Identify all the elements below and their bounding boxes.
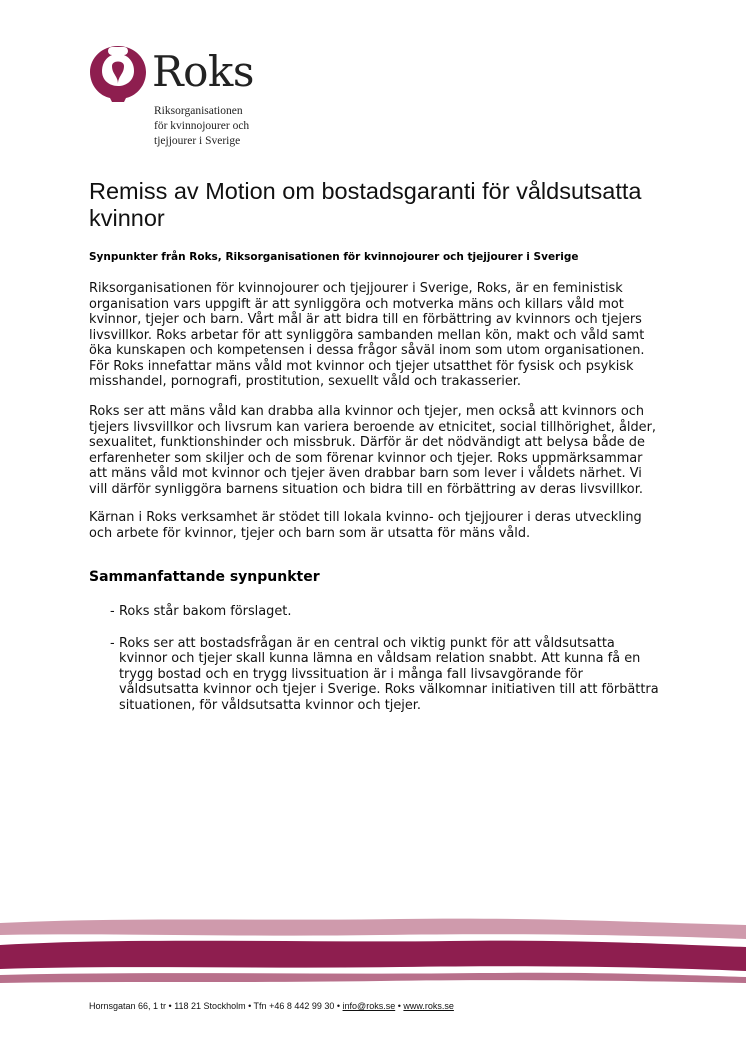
wave-stripe-thin xyxy=(0,973,746,983)
list-item-text: Roks står bakom förslaget. xyxy=(119,604,292,619)
section-heading: Sammanfattande synpunkter xyxy=(89,569,320,585)
list-item xyxy=(89,636,659,714)
email-link[interactable]: info@roks.se xyxy=(342,1001,396,1011)
logo-tagline-line: Riksorganisationen xyxy=(154,105,243,117)
roks-logo xyxy=(88,40,288,150)
body-paragraph: Riksorganisationen för kvinnojourer och tjejjourer i Sverige, Roks, är en feministisk organisation vars uppgift är att synliggöra och motverka mäns och killars våld mot kvinnor, tjejer och barn. Vårt mål är att bidra till en förbättring av kvinnors och tjejers livsvillkor. Roks arbetar för att synliggöra sambanden mellan kön, makt och våld samt öka kunskapen och kompetensen i dessa frågor såväl inom som utom organisationen. För Roks innefattar mäns våld mot kvinnor och tjejer utsatthet för fysisk och psykisk misshandel, pornografi, prostitution, sexuellt våld och trakasserier. xyxy=(89,281,645,389)
list-item xyxy=(89,604,659,620)
document-subheading: Synpunkter från Roks, Riksorganisationen för kvinnojourer och tjejjourer i Sverige xyxy=(89,251,579,263)
footer-address: Hornsgatan 66, 1 tr • 118 21 Stockholm • Tfn +46 8 442 99 30 • xyxy=(89,1001,341,1011)
wave-stripe-light xyxy=(0,919,746,939)
logo-wordmark: Roks xyxy=(152,47,254,96)
website-link[interactable]: www.roks.se xyxy=(403,1001,454,1011)
footer xyxy=(89,1001,454,1011)
decorative-wave-band xyxy=(0,905,746,985)
footer-separator: • xyxy=(397,1001,401,1011)
logo-tagline-line: för kvinnojourer och xyxy=(154,120,250,132)
summary-list xyxy=(89,604,659,729)
document-title: Remiss av Motion om bostadsgaranti för våldsutsatta kvinnor xyxy=(89,178,642,231)
wave-stripe-dark xyxy=(0,941,746,971)
logo-tagline xyxy=(154,104,354,149)
list-item-text: Roks ser att bostadsfrågan är en central och viktig punkt för att våldsutsatta kvinnor och tjejer skall kunna lämna en våldsam relation snabbt. Att kunna få en trygg bostad och en trygg livssituation är i många fall livsavgörande för våldsutsatta kvinnor och tjejer i Sverige. Roks välkomnar initiativen till att förbättra situationen, för våldsutsatta kvinnor och tjejer. xyxy=(119,635,659,713)
body-paragraph: Roks ser att mäns våld kan drabba alla kvinnor och tjejer, men också att kvinnors och tjejers livsvillkor och livsrum kan variera beroende av etnicitet, social tillhörighet, ålder, sexualitet, funktionshinder och missbruk. Därför är det nödvändigt att belysa både de erfarenheter som skiljer och de som förenar kvinnor och tjejer. Roks uppmärksammar att mäns våld mot kvinnor och tjejer även drabbar barn som lever i våldets närhet. Vi vill därför synliggöra barnens situation och bidra till en förbättring av deras livsvillkor. xyxy=(89,404,656,497)
body-paragraph: Kärnan i Roks verksamhet är stödet till lokala kvinno- och tjejjourer i deras utveckling och arbete för kvinnor, tjejer och barn som är utsatta för mäns våld. xyxy=(89,510,642,541)
logo-tagline-line: tjejjourer i Sverige xyxy=(154,135,241,147)
bullet-marker: - xyxy=(110,604,115,619)
bullet-marker: - xyxy=(110,635,115,651)
venus-symbol-icon xyxy=(88,44,148,104)
